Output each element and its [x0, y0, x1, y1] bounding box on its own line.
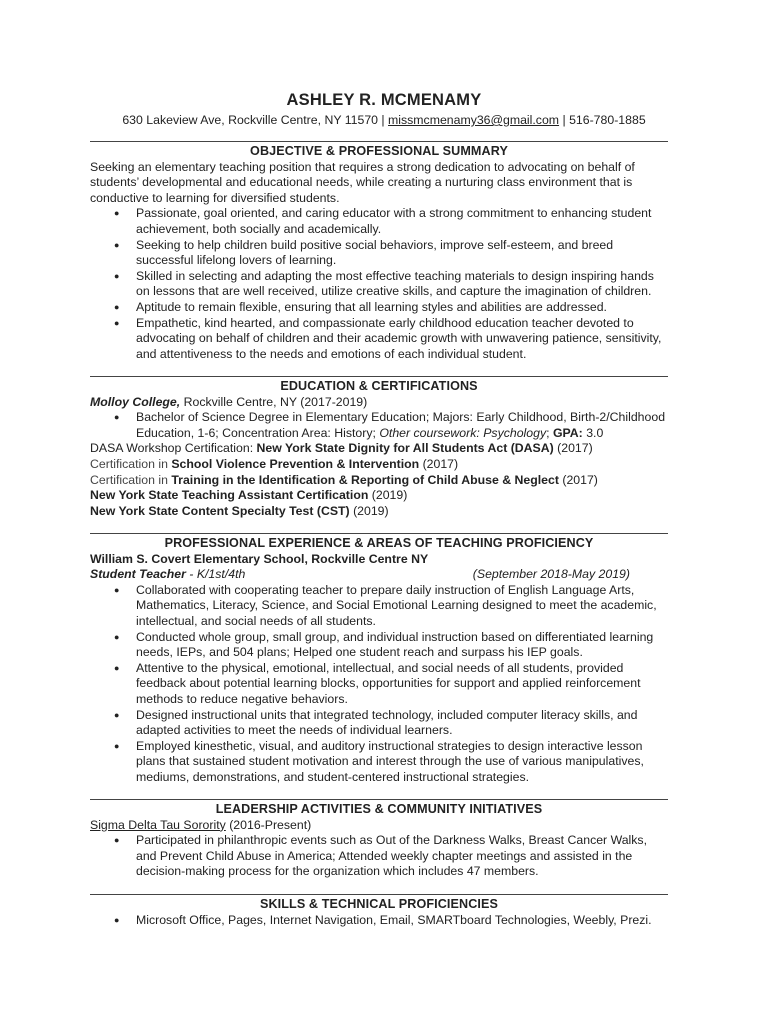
cert-name: New York State Content Specialty Test (CST)	[90, 503, 350, 518]
list-item	[90, 410, 668, 441]
experience-section	[90, 536, 668, 786]
list-item: ● Employed kinesthetic, visual, and auditory instructional strategies to design interactive lesson plans that sustained student motivation and interest through the use of various manipulatives, mediums, demonstrations, and student-centered instructional strategies.	[90, 739, 668, 786]
list-item: ● Designed instructional units that integrated technology, included computer literacy skills, and adapted activities to meet the needs of individual learners.	[90, 708, 668, 739]
list-item: ● Aptitude to remain flexible, ensuring that all learning styles and abilities are addressed.	[90, 300, 668, 316]
cert-name: New York State Dignity for All Students Act (DASA)	[256, 441, 554, 456]
org-dates: (2016-Present)	[225, 817, 312, 832]
cert-line	[90, 473, 668, 489]
phone: | 516-780-1885	[559, 113, 646, 127]
role-grades: - K/1st/4th	[185, 567, 246, 582]
section-title: EDUCATION & CERTIFICATIONS	[280, 379, 478, 393]
degree-list	[90, 410, 668, 441]
cert-line	[90, 441, 668, 457]
objective-intro: Seeking an elementary teaching position that requires a strong dedication to advocating on behalf of students’ developmental and educational needs, while creating a nurturing class environment that is conductive to learning for diversified students.	[90, 159, 635, 205]
list-item: ● Empathetic, kind hearted, and compassionate early childhood education teacher devoted to advocating on behalf of children and their academic growth with unwavering patience, sensitivity, and attentiveness to the needs and emotions of each individual student.	[90, 316, 668, 363]
list-item: ● Attentive to the physical, emotional, intellectual, and social needs of all students, provided feedback about potential learning blocks, opportunities for support and applied reinforcement methods to reduce negative behaviors.	[90, 661, 668, 708]
list-item: ● Passionate, goal oriented, and caring educator with a strong commitment to enhancing student achievement, both socially and academically.	[90, 206, 668, 237]
list-item: ● Collaborated with cooperating teacher to prepare daily instruction of English Language Arts, Mathematics, Literacy, Science, and Social Emotional Learning designed to meet the academic, intellectual, and social needs of all students.	[90, 583, 668, 630]
leadership-section	[90, 802, 668, 880]
gpa-label: GPA:	[552, 425, 583, 440]
list-item: ● Microsoft Office, Pages, Internet Navigation, Email, SMARTboard Technologies, Weebly, Prezi.	[90, 913, 668, 929]
role	[90, 567, 245, 583]
skills-section	[90, 897, 668, 928]
cert-year: (2017)	[419, 456, 459, 471]
section-divider	[90, 533, 668, 534]
cert-name: New York State Teaching Assistant Certification	[90, 488, 369, 503]
list-item: ● Seeking to help children build positive social behaviors, improve self-esteem, and breed successful lifelong lovers of learning.	[90, 238, 668, 269]
cert-year: (2019)	[368, 488, 408, 503]
cert-prefix: Certification in	[90, 456, 172, 471]
list-item: ● Conducted whole group, small group, and individual instruction based on differentiated learning needs, IEPs, and 504 plans; Helped one student reach and surpass his IEP goals.	[90, 630, 668, 661]
separator: ;	[546, 425, 553, 440]
school-name: Molloy College,	[90, 394, 181, 409]
cert-year: (2017)	[553, 441, 593, 456]
cert-year: (2017)	[558, 472, 598, 487]
gpa-value: 3.0	[582, 425, 604, 440]
role-title: Student Teacher	[90, 567, 186, 582]
school-line	[90, 395, 668, 411]
section-divider	[90, 894, 668, 895]
org-name: Sigma Delta Tau Sorority	[90, 817, 226, 832]
candidate-name: ASHLEY R. MCMENAMY	[286, 91, 482, 109]
role-dates: (September 2018-May 2019)	[472, 567, 630, 582]
coursework: Other coursework: Psychology	[379, 425, 547, 440]
degree-text: Bachelor of Science Degree in Elementary Education; Majors: Early Childhood, Birth-2/Childhood Education, 1-6; Concentration Area: History;	[136, 410, 666, 440]
objective-list	[90, 206, 668, 362]
cert-name: School Violence Prevention & Intervention	[171, 456, 420, 471]
section-divider	[90, 376, 668, 377]
employer: William S. Covert Elementary School, Rockville Centre NY	[90, 551, 429, 566]
section-title: OBJECTIVE & PROFESSIONAL SUMMARY	[250, 144, 508, 158]
leadership-list	[90, 833, 668, 880]
address: 630 Lakeview Ave, Rockville Centre, NY 11570 |	[122, 113, 389, 127]
section-title: LEADERSHIP ACTIVITIES & COMMUNITY INITIATIVES	[215, 802, 543, 816]
list-item: ● Skilled in selecting and adapting the most effective teaching materials to design inspiring hands on lessons that are well received, utilize creative skills, and capture the imagination of children.	[90, 269, 668, 300]
experience-list	[90, 583, 668, 786]
cert-prefix: Certification in	[90, 472, 172, 487]
section-divider	[90, 799, 668, 800]
cert-prefix: DASA Workshop Certification:	[90, 441, 257, 456]
cert-year: (2019)	[349, 503, 389, 518]
email-link[interactable]: missmcmenamy36@gmail.com	[388, 113, 560, 127]
role-line	[90, 567, 668, 583]
section-title: PROFESSIONAL EXPERIENCE & AREAS OF TEACHING PROFICIENCY	[164, 536, 594, 550]
cert-line	[90, 457, 668, 473]
education-section	[90, 379, 668, 519]
objective-section	[90, 144, 668, 362]
contact-line	[0, 113, 768, 127]
school-details: Rockville Centre, NY (2017-2019)	[180, 394, 368, 409]
org-line	[90, 818, 668, 834]
list-item: ● Participated in philanthropic events such as Out of the Darkness Walks, Breast Cancer Walks, and Prevent Child Abuse in America; Attended weekly chapter meetings and assisted in the decision-making process for the organization which includes 47 members.	[90, 833, 668, 880]
section-title: SKILLS & TECHNICAL PROFICIENCIES	[259, 897, 499, 911]
cert-line	[90, 504, 668, 520]
cert-line	[90, 488, 668, 504]
cert-name: Training in the Identification & Reporting of Child Abuse & Neglect	[171, 472, 559, 487]
skills-list	[90, 913, 668, 929]
section-divider	[90, 141, 668, 142]
